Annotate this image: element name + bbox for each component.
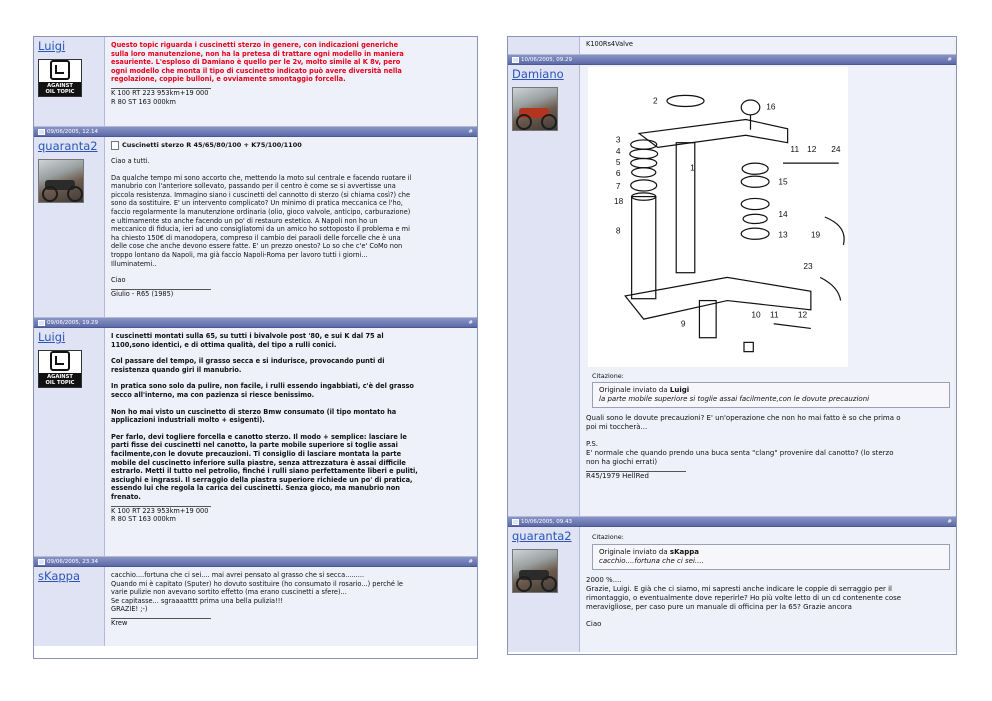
post-text: cacchio....fortuna che ci sei.... mai avrei pensato al grasso che si secca......... Quando mi è capitato (Sputer) ho dovuto sostituire (ho consumato il rosario...) perché le varie pulizie non avevano sortito effetto (ma erano cuscinetti a sfere)... Se capitasse... sgraaaatttt prima una bella pulizia!!! GRAZIE! ;-) xyxy=(111,571,403,614)
post-header-bar: 09/06/2005, 23.34 # xyxy=(34,557,477,567)
post-header-bar: 09/06/2005, 12.14 # xyxy=(34,127,477,137)
signature: Krew xyxy=(111,618,128,627)
diagram-label: 19 xyxy=(810,229,821,240)
quote-author: sKappa xyxy=(669,547,699,556)
author-cell xyxy=(34,137,105,317)
signature: Giulio - R65 (1985) xyxy=(111,289,174,298)
diagram-label: 23 xyxy=(803,261,813,271)
post-body xyxy=(580,527,956,652)
author-cell xyxy=(34,567,105,646)
post-body xyxy=(105,37,477,126)
diagram-label: 13 xyxy=(778,229,788,240)
post-quaranta2-1 xyxy=(34,137,477,318)
post-title: Cuscinetti sterzo R 45/65/80/100 + K75/100/1100 xyxy=(111,141,471,150)
post-skappa xyxy=(34,567,477,646)
avatar xyxy=(38,159,84,203)
diagram-label: 24 xyxy=(831,144,841,154)
diagram-label: 11 xyxy=(790,144,800,154)
post-paragraph: Ciao xyxy=(111,276,126,285)
post-header-bar: 10/06/2005, 09.43 # xyxy=(508,517,956,527)
post-icon xyxy=(38,559,45,565)
diagram-label: 6 xyxy=(615,168,621,179)
signature: K 100 RT 223 953km+19 000 R 80 ST 163 000km xyxy=(111,506,209,524)
diagram-label: 4 xyxy=(615,145,621,156)
post-quaranta2-2 xyxy=(508,527,956,652)
post-text: Questo topic riguarda i cuscinetti sterzo in genere, con indicazioni generiche sulla loro manutenzione, non ha la pretesa di trattare ogni modello in maniera esauriente. L'esploso di Damiano è quello per le 2v, molto simile al K 8v, pero ogni modello che monta il tipo di cuscinetto indicato può avere diversità nella regolazione, coppie bulloni, e ovviamente smontaggio forcella. xyxy=(111,41,404,84)
post-paragraph: Ciao xyxy=(586,619,602,628)
post-body xyxy=(105,137,477,317)
permalink[interactable]: # xyxy=(468,128,473,135)
against-oil-topic-badge: AGAINST OIL TOPIC xyxy=(38,59,82,97)
quote-box: Originale inviato da Luigi la parte mobile superiore si toglie assai facilmente,con le dovute precauzioni xyxy=(592,382,950,408)
author-link-damiano[interactable]: Damiano xyxy=(512,67,564,81)
author-link-luigi[interactable]: Luigi xyxy=(38,330,66,344)
permalink[interactable]: # xyxy=(468,558,473,565)
post-luigi-1 xyxy=(34,37,477,127)
post-paragraph: I cuscinetti montati sulla 65, su tutti i bivalvole post '80, e sui K dal 75 al 1100,sono identici, e di ottima qualità, del tipo a rulli conici. xyxy=(111,332,384,349)
permalink[interactable]: # xyxy=(468,319,473,326)
post-paragraph: Col passare del tempo, il grasso secca e si indurisce, provocando punti di resistenza quando giri il manubrio. xyxy=(111,357,385,374)
post-paragraph: Quali sono le dovute precauzioni? E' un'operazione che non ho mai fatto è so che prima o poi mi toccherà... xyxy=(586,414,901,432)
left-thread-column xyxy=(33,36,478,659)
author-cell xyxy=(508,527,580,652)
document-icon xyxy=(111,141,119,150)
quote-author: Luigi xyxy=(669,386,690,395)
against-oil-topic-badge: AGAINST OIL TOPIC xyxy=(38,350,82,388)
diagram-label: 3 xyxy=(615,134,621,145)
quote-label: Citazione: xyxy=(592,371,624,380)
diagram-label: 11 xyxy=(770,309,779,320)
quote-text: cacchio....fortuna che ci sei.... xyxy=(599,556,704,565)
post-paragraph: Ciao a tutti. xyxy=(111,157,150,165)
steering-head-exploded-diagram xyxy=(588,67,848,367)
post-icon xyxy=(512,519,519,525)
right-thread-column xyxy=(507,36,957,655)
post-body xyxy=(580,65,956,516)
signature: K 100 RT 223 953km+19 000 R 80 ST 163 000km xyxy=(111,88,209,106)
post-paragraph: P.S. E' normale che quando prendo una buca senta "clang" provenire dal canotto? (lo sterzo non ha giochi errati) xyxy=(586,440,894,467)
diagram-label: 18 xyxy=(614,196,624,206)
signature: R45/1979 HellRed xyxy=(586,472,649,481)
author-link-skappa[interactable]: sKappa xyxy=(38,569,81,583)
author-link-quaranta2[interactable]: quaranta2 xyxy=(512,529,572,543)
diagram-label: 12 xyxy=(807,144,817,154)
post-body xyxy=(105,567,477,646)
post-damiano xyxy=(508,65,956,517)
post-paragraph: In pratica sono solo da pulire, non facile, i rulli essendo ingabbiati, c'è del grasso secco all'interno, ma con pazienza si riesce benissimo. xyxy=(111,382,414,399)
post-paragraph: 2000 %.... Grazie, Luigi. E già che ci siamo, mi sapresti anche indicare le coppie di serraggio per il rimontaggio, o eventualmente dove reperirle? Ho più volte letto di un cd contenente cose meravigliose, per caso pure un manuale di officina per la 65? Grazie ancora xyxy=(586,575,902,611)
diagram-label: 9 xyxy=(680,318,686,329)
quote-text: la parte mobile superiore si toglie assai facilmente,con le dovute precauzioni xyxy=(599,395,870,404)
permalink[interactable]: # xyxy=(947,518,952,525)
diagram-label: 12 xyxy=(797,309,808,320)
author-cell xyxy=(508,65,580,516)
diagram-label: 2 xyxy=(653,95,658,106)
diagram-label: 5 xyxy=(615,157,621,167)
diagram-label: 14 xyxy=(778,209,788,219)
post-paragraph: Non ho mai visto un cuscinetto di sterzo Bmw consumato (il tipo montato ha applicazioni industriali molto + esigenti). xyxy=(111,407,397,425)
oil-can-icon xyxy=(50,60,70,80)
diagram-label: 16 xyxy=(766,101,776,112)
post-header-bar: 09/06/2005, 19.29 # xyxy=(34,318,477,328)
diagram-label: 15 xyxy=(778,176,788,187)
post-body xyxy=(105,328,477,556)
avatar xyxy=(512,87,558,131)
post-paragraph: Da qualche tempo mi sono accorto che, mettendo la moto sul centrale e facendo ruotare il manubrio con l'anteriore sollevato, passando per il centro è come se si avvertisse una piccola resistenza. Immagino siano i cuscinetti del cannotto di sterzo (si chiama così?) che sono da sostituire. E' un intervento complicato? Un minimo di pratica meccanica ce l'ho, faccio regolarmente la manutenzione ordinaria (olio, gioco valvole, anticipo, carburazione) e ultimamente sto anche facendo un po' di restauro estetico. A Napoli non ho un meccanico di fiducia, ieri ad uno consigliatomi da un amico ho sottoposto il problema e mi ha chiesto 150€ di manodopera, compreso il cambio dei paraoli delle forcelle che è una delle cose che anche devono essere fatte. E' un prezzo onesto? Lo so che c'e' CoMo non troppo lontano da Napoli, ma già faccio Napoli-Roma per lavoro tutti i giorni... Illuminatemi.. xyxy=(111,173,412,268)
author-link-luigi[interactable]: Luigi xyxy=(38,39,66,53)
post-header-bar: 10/06/2005, 09.29 # xyxy=(508,55,956,65)
diagram-label: 1 xyxy=(690,162,695,173)
post-luigi-2 xyxy=(34,328,477,557)
post-signature-tail xyxy=(508,37,956,55)
diagram-label: 7 xyxy=(615,181,621,192)
avatar xyxy=(512,549,558,593)
quote-box: Originale inviato da sKappa cacchio....fortuna che ci sei.... xyxy=(592,544,950,570)
signature: K100Rs4Valve xyxy=(586,40,633,48)
post-icon xyxy=(512,57,519,63)
author-link-quaranta2[interactable]: quaranta2 xyxy=(38,139,98,153)
post-icon xyxy=(38,320,45,326)
post-icon xyxy=(38,129,45,135)
quote-label: Citazione: xyxy=(592,533,624,541)
permalink[interactable]: # xyxy=(947,56,952,63)
post-paragraph: Per farlo, devi togliere forcella e canotto sterzo. Il modo + semplice: lasciare le parti fisse dei cuscinetti nel canotto, la parte mobile superiore si toglie assai facilmente,con le dovute precauzioni. Ti consiglio di lasciare montata la parte mobile del cuscinetto inferiore sulla piastre, senza attrezzatura è assai difficile estrarlo. Metti il tutto nel petrolio, finché i rulli siano perfettamente liberi e puliti, asciughi e ingrassi. Il serraggio della piastra superiore richiede un po' di pratica, essendo lui che regola la carica dei cuscinetti. Senza gioco, ma manubrio non frenato. xyxy=(111,432,418,501)
author-cell xyxy=(34,328,105,556)
author-cell xyxy=(34,37,105,126)
diagram-label: 10 xyxy=(751,309,761,320)
oil-can-icon xyxy=(50,351,70,371)
diagram-label: 8 xyxy=(615,225,621,236)
